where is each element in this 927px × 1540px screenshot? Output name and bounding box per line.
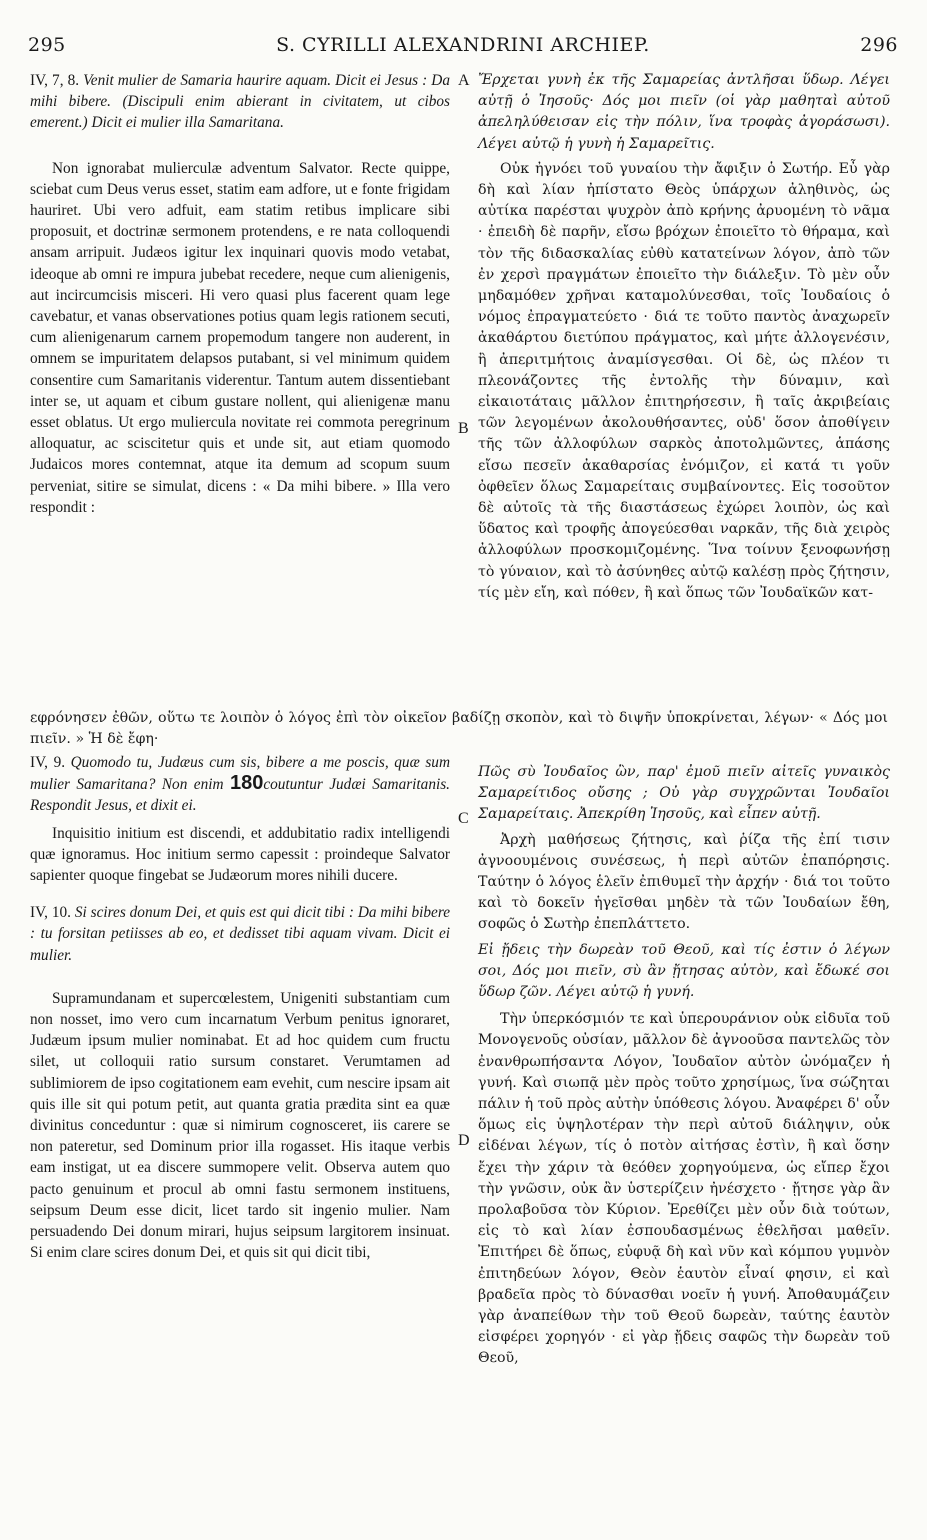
latin-lemma-1 [30, 70, 450, 134]
running-title: S. CYRILLI ALEXANDRINI ARCHIEP. [276, 34, 650, 56]
greek-column-upper [478, 70, 890, 604]
latin-commentary-1: Non ignorabat mulierculæ adventum Salvator. Recte quippe, sciebat cum Deus verus esset, statim eam adfore, ut e fonte frigidam hauriret. Ubi vero adfuit, eam statim retibus implicare sibi proposuit, et doctrinæ sermonem protendens, e re nata colloquendi ansam arripuit. Judæos igitur lex inquinari quovis modo vetabat, ideoque ab omni re impura jubebat recedere, neque cum alienigenis, aut incircumcisis misceri. Hi vero quasi plus facerent quam lege cavebatur, et vanas observationes potius quam legis rationem secuti, cum alienigenarum carnem propemodum tangere non auderent, in omnem se impuritatem delapsos putabant, si vel minimum quidem consentire cum Samaritanis viderentur. Tantum autem dissentiebant inter se, ut aquam et cibum gustare nollent, qui alienigenæ manu esset oblatus. Ut ergo muliercula novitate rei commota peregrinum alloquatur, ac sciscitetur quis et unde sit, aut etiam quomodo Judaicos mores contemnat, atque ita demum ad scopum suum perveniat, sitire se simulat, dicens : « Da mihi bibere. » Illa vero respondit : [30, 159, 450, 516]
latin-lemma-3 [30, 902, 450, 966]
latin-column-upper [30, 70, 450, 518]
greek-commentary-1: Οὐκ ἠγνόει τοῦ γυναίου τὴν ἄφιξιν ὁ Σωτήρ. Εὖ γὰρ δὴ καὶ λίαν ἠπίστατο Θεὸς ὑπάρχων ἀληθινὸς, ὡς αὐτίκα παρέσται ψυχρὸν ἀπὸ κρήνης ἀρυομένη τὸ νᾶμα · ἐπειδὴ δὲ παρῆν, εἴσω βρόχων ἐποιεῖτο τὸ θήραμα, καὶ τὸν τῆς διδασκαλίας εὐθὺ κατατείνων λόγον, ἀπὸ τῶν ἐν χερσὶ πραγμάτων ἐποιεῖτο τὴν διάλεξιν. Τὸ μὲν οὖν μηδαμόθεν χρῆναι καταμολύνεσθαι, τοῖς Ἰουδαίοις ὁ νόμος ἐπραγματεύετο · διά τε τοῦτο παντὸς ἀναχωρεῖν ἀκαθάρτου διετύπου πράγματος, καὶ μήτε ἀλλογενέσιν, ἢ ἀπεριτμήτοις ἀναμίσγεσθαι. Οἱ δὲ, ὡς πλέον τι πλεονάζοντες τῆς ἐντολῆς τὴν δύναμιν, καὶ εἰκαιοτάταις μᾶλλον ἐπιτηρήσεσιν, ἢ ταῖς ἀκριβείαις τῶν λεγομένων ἀκολουθήσαντες, οὐδ' ὅσον ἀποθίγειν τῆς τῶν ἀλλοφύλων σαρκὸς ἀποτολμῶντες, ἁπάσης εἴσω πεσεῖν ἀκαθαρσίας ἐνόμιζον, εἰ κατά τι γοῦν ὀφθεῖεν ὅλως Σαμαρείταις συμβαίνοντες. Εἰς τοσοῦτον δὲ αὐτοῖς τὰ τῆς διαστάσεως ἐχώρει λοιπὸν, ὡς καὶ ὕδατος καὶ τροφῆς ἀπογεύεσθαι ναρκᾶν, τῆς διὰ χειρὸς ἀλλοφύλων προσκομιζομένης. Ἵνα τοίνυν ξενοφωνήσῃ τὸ γύναιον, καὶ τὸ ἀσύνηθες αὐτῷ καλέσῃ πρὸς ζήτησιν, τίς μὲν εἴη, καὶ πόθεν, ἢ καὶ ὅπως τῶν Ἰουδαϊκῶν κατ- [478, 160, 890, 601]
margin-marker-c: C [458, 810, 469, 827]
margin-marker-d: D [458, 1132, 470, 1149]
page-number-left: 295 [28, 34, 66, 56]
running-header [28, 34, 898, 64]
lemma-text: Quomodo tu, Judæus cum sis, bibere a me poscis, quæ sum mulier Samaritana? Non enim [30, 754, 450, 794]
greek-lemma-2: Πῶς σὺ Ἰουδαῖος ὢν, παρ' ἐμοῦ πιεῖν αἰτεῖς γυναικὸς Σαμαρείτιδος οὔσης ; Οὐ γὰρ συγχρῶνται Ἰουδαῖοι Σαμαρείταις. Ἀπεκρίθη Ἰησοῦς, καὶ εἶπεν αὐτῇ. [478, 764, 890, 823]
greek-lemma-1: Ἔρχεται γυνὴ ἐκ τῆς Σαμαρείας ἀντλῆσαι ὕδωρ. Λέγει αὐτῇ ὁ Ἰησοῦς· Δός μοι πιεῖν (οἱ γὰρ μαθηταὶ αὐτοῦ ἀπεληλύθεισαν εἰς τὴν πόλιν, ἵνα τροφὰς ἀγοράσωσι). Λέγει αὐτῷ ἡ γυνὴ ἡ Σαμαρεῖτις. [478, 72, 890, 152]
latin-lemma-2 [30, 752, 450, 817]
margin-marker-b: B [458, 420, 469, 437]
lemma-reference: IV, 9. [30, 754, 66, 771]
latin-commentary-2: Inquisitio initium est discendi, et addubitatio radix intelligendi quæ ignoramus. Hoc initium sermo capessit : proindeque Salvator sapienter quoque fingebat se Judæorum mores nihili ducere. [30, 824, 450, 885]
lemma-reference: IV, 10. [30, 904, 71, 922]
page-number-right: 296 [860, 34, 898, 56]
lemma-reference: IV, 7, 8. [30, 72, 80, 89]
greek-commentary-2: Ἀρχὴ μαθήσεως ζήτησις, καὶ ῥίζα τῆς ἐπί τισιν ἀγνοουμένοις συνέσεως, ἡ περὶ αὐτῶν ἐπαπόρησις. Ταύτην ὁ λόγος ἑλεῖν ἐπιθυμεῖ τὴν ἀρχήν · διά τοι τοῦτο καὶ τὸ δοκεῖν ἡγεῖσθαι μηδὲν τὰ τῶν Ἰουδαίων ἔθη, σοφῶς ὁ Σωτὴρ ἐπεπλάττετο. [478, 831, 890, 933]
latin-commentary-3: Supramundanam et supercœlestem, Unigeniti substantiam cum non nosset, imo vero cum incarnatum Verbum penitus ignoraret, Judæum ipsum mulier nominabat. Et ad hoc quidem cum fructu silet, ut colloquii ratio sursum constaret. Verumtamen ad sublimiorem de ipso cogitationem eam evehit, cum nescire ipsam ait quis ille sit qui potum petit, aut quanta gratia prædita sint ea quæ divinitus conceduntur : quæ si nimirum cognosceret, iis carere se non pateretur, sed Dominum prior illa rogasset. His itaque verbis eam instigat, ut ea discere summopere velit. Observa autem quo pacto genuinum et procul ab omni fastu sermonem instituens, seipsum Deum esse dicit, licet tardo sit ingenio mulier. Nam persuadendo Dei donum mirari, hujus seipsum largitorem insinuat. Si enim clare scires donum Dei, et quis sit qui dicit tibi, [30, 989, 450, 1262]
lemma-text-cont: coutuntur Judæi Samaritanis. Respondit Jesus, et dixit ei. [30, 776, 450, 815]
lemma-text: Si scires donum Dei, et quis est qui dicit tibi : Da mihi bibere : tu forsitan petiisses ab eo, et dedisset tibi aquam vivam. Dicit ei mulier. [30, 904, 450, 964]
greek-fullwidth-continuation: εφρόνησεν ἐθῶν, οὕτω τε λοιπὸν ὁ λόγος ἐπὶ τὸν οἰκεῖον βαδίζῃ σκοπὸν, καὶ τὸ διψῆν ὑποκρίνεται, λέγων· « Δός μοι πιεῖν. » Ἡ δὲ ἔφη· [30, 710, 888, 748]
greek-lemma-3: Εἰ ᾔδεις τὴν δωρεὰν τοῦ Θεοῦ, καὶ τίς ἐστιν ὁ λέγων σοι, Δός μοι πιεῖν, σὺ ἂν ᾔτησας αὐτὸν, καὶ ἔδωκέ σοι ὕδωρ ζῶν. Λέγει αὐτῷ ἡ γυνή. [478, 941, 890, 1001]
column-number: 180 [229, 772, 264, 795]
latin-column-lower [30, 752, 450, 1263]
lemma-text: Venit mulier de Samaria haurire aquam. Dicit ei Jesus : Da mihi bibere. (Discipuli enim abierant in civitatem, ut cibos emerent.) Dicit ei mulier illa Samaritana. [30, 72, 450, 132]
greek-commentary-3: Τὴν ὑπερκόσμιόν τε καὶ ὑπερουράνιον οὐκ εἰδυῖα τοῦ Μονογενοῦς οὐσίαν, μᾶλλον δὲ ἀγνοοῦσα παντελῶς τὸν ἐνανθρωπήσαντα Λόγον, Ἰουδαῖον αὐτὸν ὠνόμαζεν ἡ γυνή. Καὶ σιωπᾷ μὲν πρὸς τοῦτο χρησίμως, ἵνα σώζηται πάλιν ἡ τοῦ πρὸς αὐτὴν ὑπόθεσις λόγου. Ἀναφέρει δ' οὖν ὅμως εἰς ὑψηλοτέραν τὴν περὶ αὐτοῦ διάληψιν, οὐκ εἰδέναι λέγων, τίς ὁ ποτὸν αἰτήσας ἐστὶν, ἢ καὶ ὅσην ἔχει τὴν χάριν τὰ θεόθεν χορηγούμενα, ὡς εἴπερ ἔχοι τὴν γνῶσιν, οὐκ ἂν ὑστερίζειν ἠνέσχετο · ᾔτησε γὰρ ἂν προλαβοῦσα τὸν Κύριον. Ἐρεθίζει μὲν οὖν διὰ τούτων, εἰς τὸ καὶ λίαν ἐσπουδασμένως ἐθελῆσαι μαθεῖν. Ἐπιτήρει δὲ ὅπως, εὐφυᾷ δὴ καὶ νῦν καὶ κόμπου γυμνὸν ἐπιτηδεύων λόγον, Θεὸν ἑαυτὸν εἶναί φησιν, εἰ καὶ βραδεῖα πρὸς τὸ δύνασθαι νοεῖν ἡ γυνή. Ἀποθαυμάζειν γὰρ ἀναπείθων τὴν τοῦ Θεοῦ δωρεὰν, ταύτης ἑαυτὸν εἰσφέρει χορηγόν · εἰ γὰρ ᾔδεις σαφῶς τὴν δωρεὰν τοῦ Θεοῦ, [478, 1011, 891, 1367]
greek-column-lower [478, 762, 890, 1370]
margin-marker-a: A [458, 72, 470, 89]
